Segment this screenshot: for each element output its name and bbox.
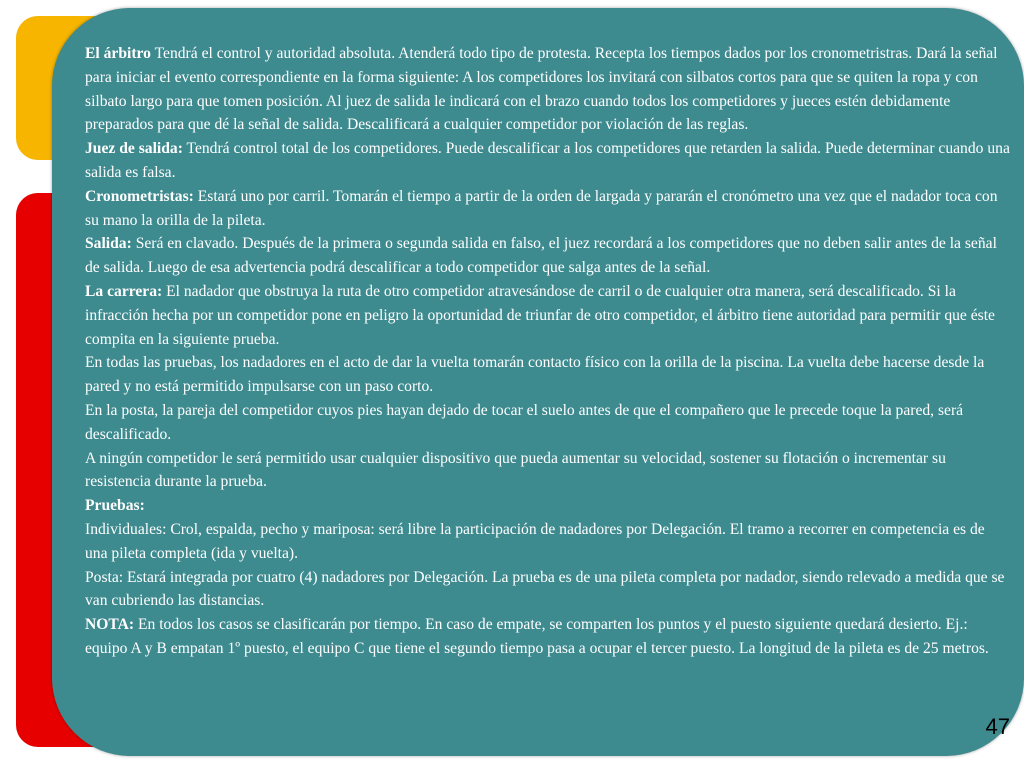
paragraph-text: En la posta, la pareja del competidor cuyos pies hayan dejado de tocar el suelo antes de que el compañero que le precede toque la pared, será descalificado. [85, 401, 964, 443]
paragraph-text: Estará uno por carril. Tomarán el tiempo a partir de la orden de largada y pararán el cronómetro una vez que el nadador toca con su mano la orilla de la pileta. [85, 187, 998, 229]
paragraph-label: La carrera: [85, 282, 163, 300]
paragraph-text: Posta: Estará integrada por cuatro (4) nadadores por Delegación. La prueba es de una pileta completa por nadador, siendo relevado a medida que se van cubriendo las distancias. [85, 568, 1005, 610]
paragraph-nota [85, 613, 1010, 661]
paragraph-label: NOTA: [85, 616, 135, 634]
paragraph-text: Será en clavado. Después de la primera o segunda salida en falso, el juez recordará a los competidores que no deben salir antes de la señal de salida. Luego de esa advertencia podrá descalificar a todo competidor que salga antes de la señal. [85, 235, 997, 277]
paragraph-juez-de-salida [85, 137, 1010, 185]
paragraph-cronometristas [85, 185, 1010, 233]
paragraph-label: Cronometristas: [85, 187, 194, 205]
paragraph-text: El nadador que obstruya la ruta de otro competidor atravesándose de carril o de cualquier otra manera, será descalificado. Si la infracción hecha por un competidor pone en peligro la oportunidad de triunfar de otro competidor, el árbitro tiene autoridad para permitir que éste compita en la siguiente prueba. [85, 282, 995, 348]
paragraph-label: Pruebas: [85, 497, 145, 515]
paragraph-la-carrera [85, 280, 1010, 351]
paragraph-vuelta [85, 351, 1010, 399]
paragraph-label: Salida: [85, 235, 132, 253]
paragraph-dispositivos [85, 447, 1010, 495]
paragraph-posta [85, 566, 1010, 614]
paragraph-text: Individuales: Crol, espalda, pecho y mariposa: será libre la participación de nadadores por Delegación. El tramo a recorrer en competencia es de una pileta completa (ida y vuelta). [85, 520, 985, 562]
page-number: 47 [985, 714, 1010, 739]
paragraph-pruebas-heading [85, 494, 1010, 518]
paragraph-salida [85, 232, 1010, 280]
paragraph-posta-relevo [85, 399, 1010, 447]
paragraph-arbitro [85, 42, 1010, 137]
paragraph-text: Tendrá el control y autoridad absoluta. Atenderá todo tipo de protesta. Recepta los tiempos dados por los cronometristras. Dará la señal para iniciar el evento correspondiente en la forma siguiente: A los competidores los invitará con silbatos cortos para que se quiten la ropa y con silbato largo para que tomen posición. Al juez de salida le indicará con el brazo cuando todos los competidores y jueces estén debidamente preparados para que dé la señal de salida. Descalificará a cualquier competidor por violación de las reglas. [85, 45, 998, 134]
paragraph-text: En todas las pruebas, los nadadores en el acto de dar la vuelta tomarán contacto físico con la orilla de la piscina. La vuelta debe hacerse desde la pared y no está permitido impulsarse con un paso corto. [85, 354, 985, 396]
paragraph-individuales [85, 518, 1010, 566]
paragraph-text: A ningún competidor le será permitido usar cualquier dispositivo que pueda aumentar su velocidad, sostener su flotación o incrementar su resistencia durante la prueba. [85, 449, 946, 491]
paragraph-text: En todos los casos se clasificarán por tiempo. En caso de empate, se comparten los puntos y el puesto siguiente quedará desierto. Ej.: equipo A y B empatan 1º puesto, el equipo C que tiene el segundo tiempo pasa a ocupar el tercer puesto. La longitud de la pileta es de 25 metros. [85, 616, 989, 657]
paragraph-label: El árbitro [85, 45, 151, 62]
paragraph-label: Juez de salida: [85, 140, 183, 158]
slide-body-text [85, 42, 1010, 661]
paragraph-text: Tendrá control total de los competidores. Puede descalificar a los competidores que retarden la salida. Puede determinar cuando una salida es falsa. [85, 140, 1010, 181]
